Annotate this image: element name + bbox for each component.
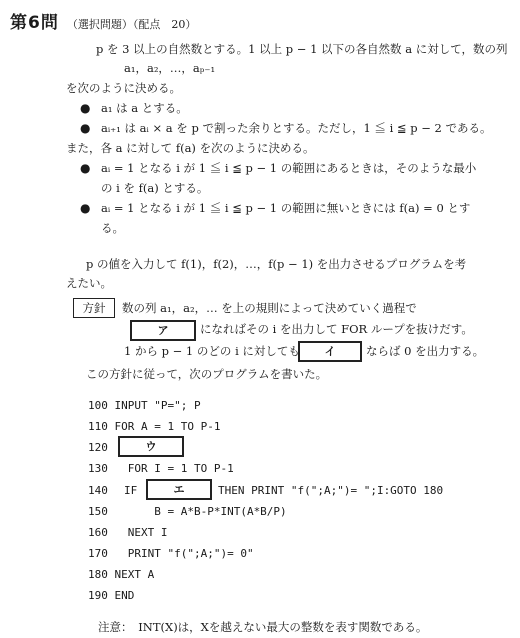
intro-line-3: を次のように決める。 xyxy=(66,81,181,95)
task-line-2: えたい。 xyxy=(66,276,112,290)
rule-2: aᵢ₊₁ は aᵢ × a を p で割った余りとする。ただし，1 ≦ i ≦ p − 2 である。 xyxy=(101,121,492,135)
f-rule-1-line-1: aᵢ = 1 となる i が 1 ≦ i ≦ p − 1 の範囲にあるときは，そのような最小 xyxy=(101,161,477,175)
program-intro: この方針に従って，次のプログラムを書いた。 xyxy=(86,367,328,381)
intro-line-1: p を 3 以上の自然数とする。1 以上 p − 1 以下の各自然数 a に対して，数の列 xyxy=(96,42,508,56)
answer-box-u: ウ xyxy=(118,436,184,457)
answer-box-a: ア xyxy=(130,320,196,341)
hoshin-line-2: になればその i を出力して FOR ループを抜けだす。 xyxy=(200,322,473,336)
bullet-icon: ● xyxy=(80,201,91,215)
sequence-line: a₁，a₂，…，aₚ₋₁ xyxy=(124,61,216,75)
code-line-100: 100 INPUT "P="; P xyxy=(88,399,201,412)
f-rule-2-line-2: る。 xyxy=(101,221,124,235)
code-line-160: 160 NEXT I xyxy=(88,526,168,539)
hoshin-label-box: 方針 xyxy=(73,298,115,318)
answer-box-i: イ xyxy=(298,341,362,362)
bullet-icon: ● xyxy=(80,161,91,175)
f-rule-2-line-1: aᵢ = 1 となる i が 1 ≦ i ≦ p − 1 の範囲に無いときには f(a) = 0 とす xyxy=(101,201,471,215)
code-line-110: 110 FOR A = 1 TO P-1 xyxy=(88,420,221,433)
code-line-180: 180 NEXT A xyxy=(88,568,155,581)
answer-box-e: エ xyxy=(146,479,212,500)
hoshin-line-1: 数の列 a₁，a₂，… を上の規則によって決めていく過程で xyxy=(122,301,417,315)
bullet-icon: ● xyxy=(80,101,91,115)
code-line-140-number: 140 xyxy=(88,484,108,497)
bullet-icon: ● xyxy=(80,121,91,135)
hoshin-line-3b: ならば 0 を出力する。 xyxy=(366,344,485,358)
code-line-170: 170 PRINT "f(";A;")= 0" xyxy=(88,547,254,560)
question-subtitle: （選択問題）（配点 20） xyxy=(66,18,197,31)
question-title: 第6問 xyxy=(10,13,59,33)
code-line-120-number: 120 xyxy=(88,441,108,454)
question-header xyxy=(10,8,196,33)
code-line-140-if: IF xyxy=(124,484,138,497)
task-line-1: p の値を入力して f(1)，f(2)，…，f(p − 1) を出力させるプログラムを考 xyxy=(86,257,467,271)
code-line-190: 190 END xyxy=(88,589,135,602)
code-line-150: 150 B = A*B-P*INT(A*B/P) xyxy=(88,505,287,518)
hoshin-line-3a: 1 から p − 1 のどの i に対しても xyxy=(124,344,300,358)
rule-1: a₁ は a とする。 xyxy=(101,101,188,115)
code-line-140-rest: THEN PRINT "f(";A;")= ";I:GOTO 180 xyxy=(218,484,444,497)
f-intro: また，各 a に対して f(a) を次のように決める。 xyxy=(66,141,315,155)
code-line-130: 130 FOR I = 1 TO P-1 xyxy=(88,462,234,475)
footnote: 注意： INT(X)は，Xを越えない最大の整数を表す関数である。 xyxy=(98,620,428,634)
f-rule-1-line-2: の i を f(a) とする。 xyxy=(101,181,209,195)
